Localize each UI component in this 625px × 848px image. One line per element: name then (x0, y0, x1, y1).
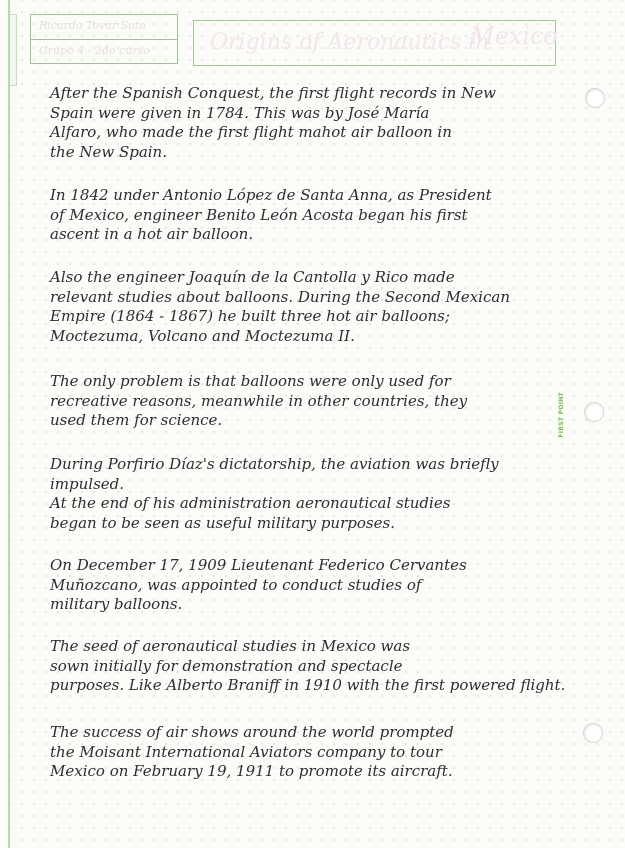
brand-logo: FIRST POINT (558, 392, 565, 438)
binder-hole-middle (584, 402, 604, 422)
name-group-box (30, 14, 178, 64)
paragraph-porfirio-diaz: During Porfirio Díaz's dictatorship, the aviation was briefly impulsed. At the end of his administration aeronautical studies began to be seen as useful military purposes. (50, 455, 499, 532)
paragraph-moisant: The success of air shows around the world prompted the Moisant International Aviators company to tour Mexico on February 19, 1911 to promote its aircraft. (50, 723, 454, 780)
ghost-title-text-2: Mexico (470, 22, 558, 50)
margin-line (8, 0, 10, 848)
paragraph-cervantes: On December 17, 1909 Lieutenant Federico Cervantes Muñozcano, was appointed to conduct studies of military balloons. (50, 556, 467, 613)
paragraph-aeronautical-seed: The seed of aeronautical studies in Mexico was sown initially for demonstration and spectacle purposes. Like Alberto Braniff in 1910 with the first powered flight. (50, 637, 566, 694)
page-tab (10, 14, 17, 86)
paragraph-cantolla: Also the engineer Joaquín de la Cantolla y Rico made relevant studies about balloons. During the Second Mexican Empire (1864 - 1867) he built three hot air balloons; Moctezuma, Volcano and Moctezuma II. (50, 268, 510, 345)
ghost-group-text: Grupo 4 - 2do curso (39, 44, 150, 57)
ghost-title-text: Origins of Aeronautics in (210, 30, 490, 55)
ghost-name-text: Ricardo Tovar Soto (39, 19, 146, 32)
name-box-divider (31, 39, 177, 40)
paragraph-spanish-conquest: After the Spanish Conquest, the first flight records in New Spain were given in 1784. This was by José María Alfaro, who made the first flight mahot air balloon in the New Spain. (50, 84, 496, 161)
binder-hole-top (585, 88, 605, 108)
paragraph-recreative-use: The only problem is that balloons were only used for recreative reasons, meanwhile in other countries, they used them for science. (50, 372, 468, 429)
binder-hole-bottom (583, 723, 603, 743)
paragraph-santa-anna: In 1842 under Antonio López de Santa Anna, as President of Mexico, engineer Benito León Acosta began his first ascent in a hot air balloon. (50, 186, 492, 243)
